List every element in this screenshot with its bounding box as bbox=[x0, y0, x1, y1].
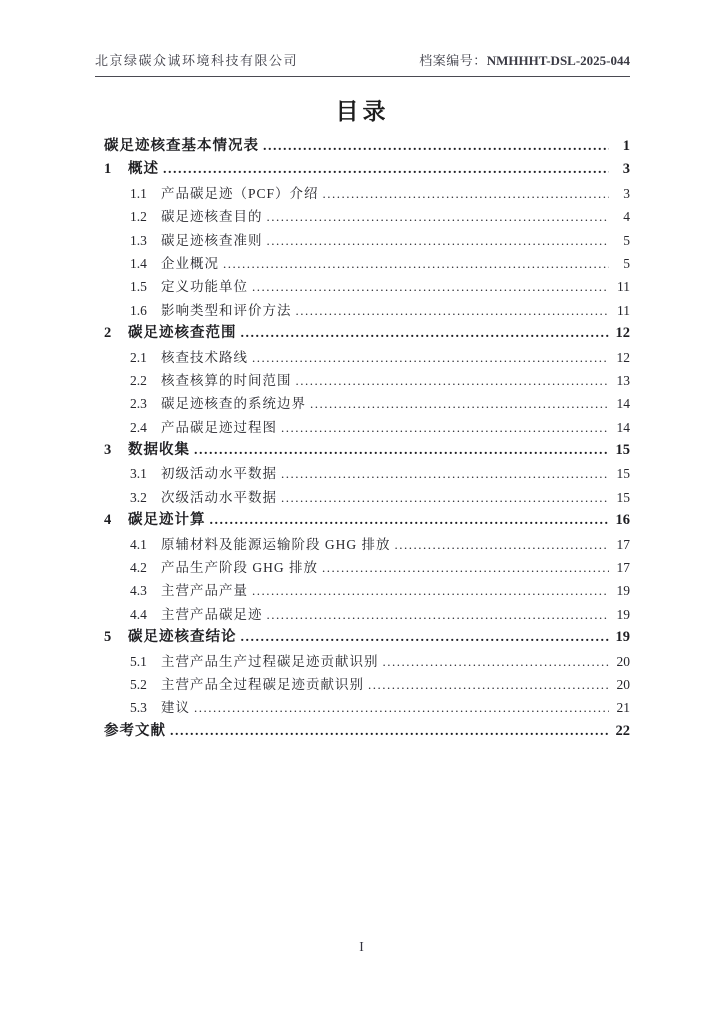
toc-entry-page: 3 bbox=[622, 161, 630, 178]
toc-dot-leader bbox=[322, 556, 609, 579]
toc-entry-label: 主营产品产量 bbox=[161, 583, 248, 599]
toc-entry-label: 主营产品碳足迹 bbox=[161, 606, 263, 622]
toc-entry-number: 5.2 bbox=[130, 676, 147, 692]
toc-entry[interactable] bbox=[104, 626, 630, 649]
toc-entry[interactable] bbox=[104, 556, 630, 579]
toc-entry-number: 1 bbox=[104, 161, 112, 178]
toc-entry-page: 14 bbox=[616, 396, 630, 412]
toc-entry-number: 2.2 bbox=[130, 372, 147, 388]
toc-entry-page: 5 bbox=[623, 232, 630, 248]
toc-entry-number: 4.1 bbox=[130, 536, 147, 552]
toc-dot-leader bbox=[194, 439, 609, 462]
toc-entry-label: 碳足迹计算 bbox=[128, 512, 206, 529]
toc-entry-label: 碳足迹核查基本情况表 bbox=[104, 138, 259, 154]
toc-entry-label: 产品碳足迹过程图 bbox=[161, 419, 277, 435]
toc-dot-leader bbox=[267, 229, 610, 252]
toc-entry[interactable] bbox=[104, 650, 630, 673]
toc-dot-leader bbox=[323, 182, 609, 205]
toc-dot-leader bbox=[310, 392, 609, 415]
toc-entry[interactable] bbox=[104, 369, 630, 392]
toc-dot-leader bbox=[296, 299, 610, 322]
toc-entry-page: 11 bbox=[617, 302, 630, 318]
toc-dot-leader bbox=[252, 346, 609, 369]
toc-entry-page: 15 bbox=[616, 466, 630, 482]
toc-entry-label: 参考文献 bbox=[104, 722, 166, 739]
toc-dot-leader bbox=[223, 252, 609, 275]
toc-dot-leader bbox=[395, 533, 610, 556]
toc-entry-label: 产品生产阶段 GHG 排放 bbox=[161, 560, 318, 576]
toc-entry-page: 12 bbox=[615, 325, 630, 342]
toc-dot-leader bbox=[281, 462, 609, 485]
toc-entry-page: 15 bbox=[616, 489, 630, 505]
toc-entry-label: 主营产品生产过程碳足迹贡献识别 bbox=[161, 653, 379, 669]
company-name: 北京绿碳众诚环境科技有限公司 bbox=[95, 53, 299, 68]
toc-entry[interactable] bbox=[104, 720, 630, 743]
toc-entry-number: 1.6 bbox=[130, 302, 147, 318]
toc-entry[interactable] bbox=[104, 579, 630, 602]
toc-entry[interactable] bbox=[104, 509, 630, 532]
toc-entry-label: 建议 bbox=[161, 700, 190, 716]
toc-entry-label: 核查核算的时间范围 bbox=[161, 372, 292, 388]
toc-entry-number: 1.4 bbox=[130, 255, 147, 271]
toc-entry[interactable] bbox=[104, 462, 630, 485]
toc-entry-number: 2.1 bbox=[130, 349, 147, 365]
toc-entry[interactable] bbox=[104, 346, 630, 369]
toc-dot-leader bbox=[281, 486, 609, 509]
page-number: I bbox=[359, 939, 365, 954]
archive-value: NMHHHT-DSL-2025-044 bbox=[486, 53, 630, 68]
toc-dot-leader bbox=[368, 673, 609, 696]
toc-entry-number: 4.2 bbox=[130, 560, 147, 576]
toc-dot-leader bbox=[296, 369, 610, 392]
toc-entry-number: 4 bbox=[104, 512, 112, 529]
toc-entry-label: 碳足迹核查准则 bbox=[161, 232, 263, 248]
toc-entry-label: 影响类型和评价方法 bbox=[161, 302, 292, 318]
toc-entry-page: 5 bbox=[623, 255, 630, 271]
toc-entry-number: 5.3 bbox=[130, 700, 147, 716]
toc-entry-number: 1.2 bbox=[130, 209, 147, 225]
toc-entry-number: 5 bbox=[104, 629, 112, 646]
toc-entry-label: 核查技术路线 bbox=[161, 349, 248, 365]
toc-entry-page: 11 bbox=[617, 279, 630, 295]
toc-dot-leader bbox=[241, 322, 610, 345]
toc-dot-leader bbox=[267, 603, 610, 626]
toc-dot-leader bbox=[170, 720, 609, 743]
toc-dot-leader bbox=[383, 650, 610, 673]
toc-entry[interactable] bbox=[104, 158, 630, 181]
toc-entry-page: 19 bbox=[615, 629, 630, 646]
toc-entry-page: 12 bbox=[616, 349, 630, 365]
toc-entry-number: 3.1 bbox=[130, 466, 147, 482]
archive-number bbox=[419, 50, 630, 69]
toc-dot-leader bbox=[267, 205, 610, 228]
toc-entry[interactable] bbox=[104, 229, 630, 252]
toc-dot-leader bbox=[194, 696, 609, 719]
toc-entry-page: 19 bbox=[616, 583, 630, 599]
toc-entry-label: 碳足迹核查范围 bbox=[128, 325, 237, 342]
toc-entry-number: 3.2 bbox=[130, 489, 147, 505]
toc-entry-page: 3 bbox=[623, 185, 630, 201]
toc-entry-page: 14 bbox=[616, 419, 630, 435]
toc-entry-label: 主营产品全过程碳足迹贡献识别 bbox=[161, 676, 364, 692]
page-header bbox=[95, 50, 630, 77]
toc-entry-label: 初级活动水平数据 bbox=[161, 466, 277, 482]
toc-entry[interactable] bbox=[104, 696, 630, 719]
toc-entry-label: 次级活动水平数据 bbox=[161, 489, 277, 505]
toc-entry-label: 碳足迹核查目的 bbox=[161, 209, 263, 225]
toc-list bbox=[95, 135, 630, 743]
toc-entry[interactable] bbox=[104, 486, 630, 509]
toc-entry-page: 22 bbox=[615, 722, 630, 739]
toc-entry[interactable] bbox=[104, 275, 630, 298]
toc-entry[interactable] bbox=[104, 416, 630, 439]
toc-entry[interactable] bbox=[104, 252, 630, 275]
toc-entry-number: 5.1 bbox=[130, 653, 147, 669]
toc-entry-page: 17 bbox=[616, 560, 630, 576]
toc-entry-number: 2.3 bbox=[130, 396, 147, 412]
toc-entry-number: 4.3 bbox=[130, 583, 147, 599]
toc-entry-label: 数据收集 bbox=[128, 442, 190, 459]
toc-entry[interactable] bbox=[104, 135, 630, 158]
toc-entry-page: 15 bbox=[615, 442, 630, 459]
toc-entry[interactable] bbox=[104, 182, 630, 205]
toc-entry-page: 16 bbox=[615, 512, 630, 529]
toc-entry-number: 3 bbox=[104, 442, 112, 459]
toc-dot-leader bbox=[241, 626, 610, 649]
toc-entry[interactable] bbox=[104, 439, 630, 462]
toc-entry-page: 4 bbox=[623, 209, 630, 225]
toc-dot-leader bbox=[252, 275, 609, 298]
toc-entry-number: 2.4 bbox=[130, 419, 147, 435]
toc-entry-number: 2 bbox=[104, 325, 112, 342]
toc-entry-number: 1.1 bbox=[130, 185, 147, 201]
toc-entry-label: 概述 bbox=[128, 161, 159, 178]
toc-entry-page: 17 bbox=[616, 536, 630, 552]
archive-label: 档案编号： bbox=[419, 53, 487, 68]
toc-entry-label: 企业概况 bbox=[161, 255, 219, 271]
toc-entry[interactable] bbox=[104, 205, 630, 228]
toc-entry[interactable] bbox=[104, 533, 630, 556]
toc-entry[interactable] bbox=[104, 392, 630, 415]
toc-entry-label: 定义功能单位 bbox=[161, 279, 248, 295]
page-footer bbox=[0, 939, 724, 955]
toc-entry-page: 20 bbox=[616, 653, 630, 669]
toc-entry[interactable] bbox=[104, 603, 630, 626]
toc-dot-leader bbox=[281, 416, 609, 439]
toc-entry-label: 产品碳足迹（PCF）介绍 bbox=[161, 185, 319, 201]
toc-dot-leader bbox=[252, 579, 609, 602]
toc-entry-page: 13 bbox=[616, 372, 630, 388]
toc-entry-label: 原辅材料及能源运输阶段 GHG 排放 bbox=[161, 536, 391, 552]
toc-entry-page: 19 bbox=[616, 606, 630, 622]
toc-entry-page: 21 bbox=[616, 700, 630, 716]
toc-dot-leader bbox=[263, 135, 609, 158]
toc-dot-leader bbox=[210, 509, 610, 532]
toc-entry[interactable] bbox=[104, 299, 630, 322]
toc-entry-number: 1.3 bbox=[130, 232, 147, 248]
toc-entry-page: 1 bbox=[622, 138, 630, 154]
toc-entry[interactable] bbox=[104, 673, 630, 696]
toc-entry-label: 碳足迹核查结论 bbox=[128, 629, 237, 646]
toc-dot-leader bbox=[163, 158, 609, 181]
toc-entry-label: 碳足迹核查的系统边界 bbox=[161, 396, 306, 412]
toc-entry-number: 1.5 bbox=[130, 279, 147, 295]
toc-entry[interactable] bbox=[104, 322, 630, 345]
toc-title: 目录 bbox=[335, 99, 390, 124]
toc-entry-page: 20 bbox=[616, 676, 630, 692]
toc-entry-number: 4.4 bbox=[130, 606, 147, 622]
